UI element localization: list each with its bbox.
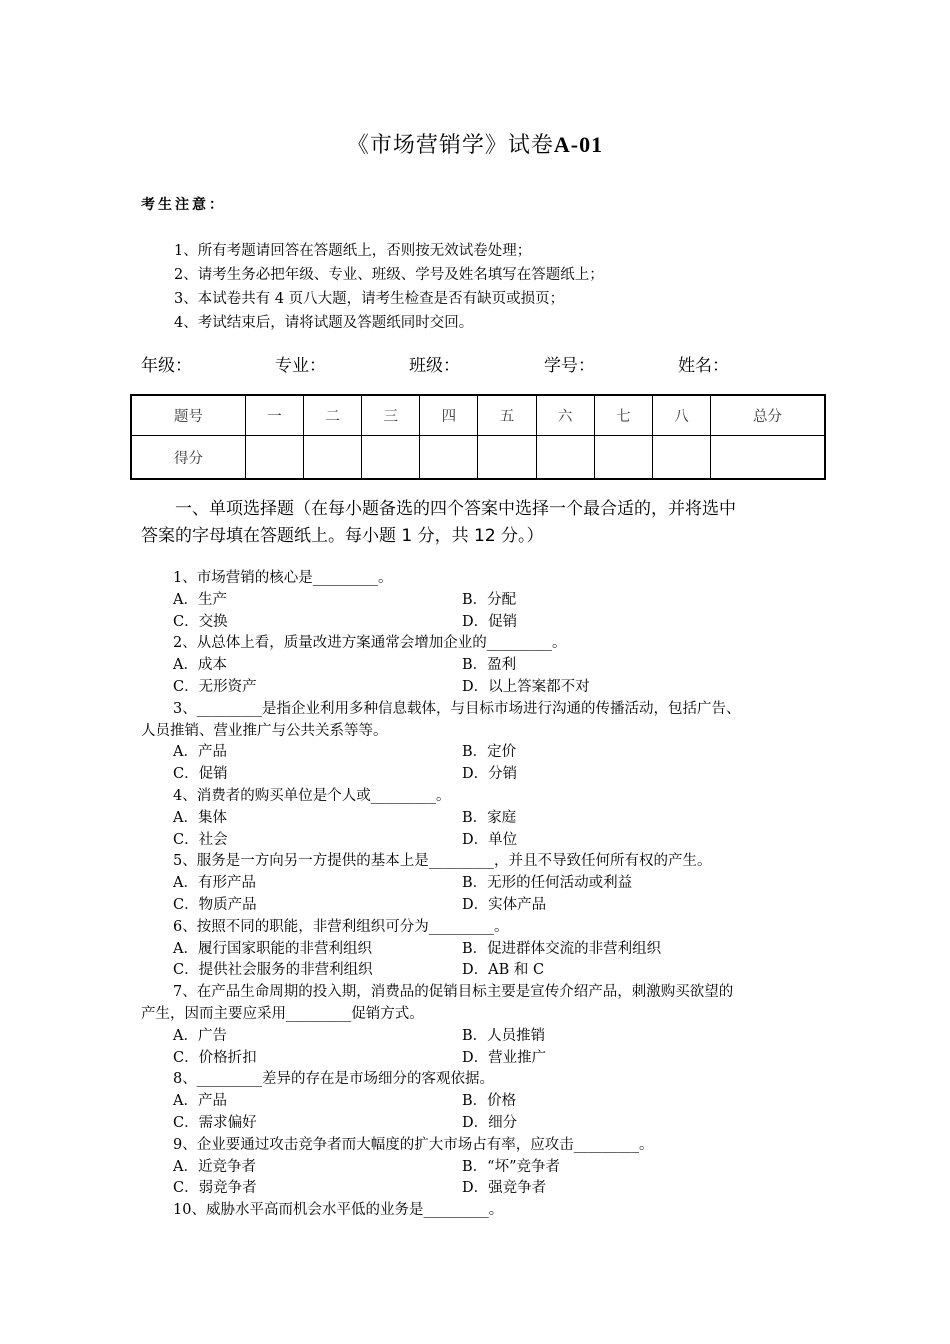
option-a: A．集体: [173, 809, 227, 826]
score-table-header-row: [131, 395, 825, 436]
name-label: 姓名：: [678, 356, 729, 376]
option-d: D．实体产品: [462, 896, 547, 913]
option-c: C．价格折扣: [173, 1049, 257, 1066]
student-info-fields: [141, 351, 821, 377]
option-b: B．无形的任何活动或利益: [462, 875, 633, 892]
option-b: B．盈利: [462, 657, 517, 674]
option-c: C．需求偏好: [173, 1114, 257, 1131]
option-c: C．提供社会服务的非营利组织: [173, 962, 373, 979]
page-title: [0, 128, 950, 159]
score-table: [130, 394, 826, 480]
question-stem: 5、服务是一方向另一方提供的基本上是_________，并且不导致任何所有权的产生。: [173, 853, 712, 870]
header-cell: 题号: [131, 395, 245, 436]
question-stem: 2、从总体上看，质量改进方案通常会增加企业的_________。: [173, 635, 567, 652]
score-cell: [536, 436, 594, 480]
class-label: 班级：: [409, 356, 460, 376]
score-table-score-row: [131, 436, 825, 480]
option-b: B．人员推销: [462, 1027, 546, 1044]
score-cell: [652, 436, 710, 480]
section-line-1: 一、单项选择题（在每小题备选的四个答案中选择一个最合适的，并将选中: [175, 499, 736, 519]
option-d: D．AB 和 C: [462, 962, 545, 979]
header-cell: 二: [304, 395, 362, 436]
score-cell: [420, 436, 478, 480]
option-a: A．有形产品: [173, 875, 256, 892]
option-b: B．定价: [462, 744, 517, 761]
notice-list: [174, 239, 604, 335]
option-d: D．促销: [462, 613, 518, 630]
option-a: A．成本: [173, 657, 227, 674]
score-cell: [594, 436, 652, 480]
option-d: D．营业推广: [462, 1049, 547, 1066]
option-d: D．强竞争者: [462, 1180, 547, 1197]
question-stem: 1、市场营销的核心是_________。: [173, 570, 393, 586]
option-b: B．“坏”竞争者: [462, 1158, 560, 1175]
question-stem: 9、企业要通过攻击竞争者而大幅度的扩大市场占有率，应攻击_________。: [173, 1136, 654, 1153]
question-stem: 3、_________是指企业利用多种信息载体，与目标市场进行沟通的传播活动，包括广告、: [173, 700, 741, 717]
option-a: A．近竞争者: [173, 1158, 256, 1175]
header-cell: 五: [478, 395, 536, 436]
header-cell: 八: [652, 395, 710, 436]
notice-item: 4、考试结束后，请将试题及答题纸同时交回。: [174, 315, 474, 331]
option-d: D．细分: [462, 1114, 518, 1131]
score-row-label: 得分: [131, 436, 245, 480]
option-a: A．广告: [173, 1027, 227, 1044]
option-c: C．无形资产: [173, 678, 257, 695]
notice-item: 3、本试卷共有 4 页八大题，请考生检查是否有缺页或损页；: [174, 291, 565, 307]
option-b: B．分配: [462, 591, 517, 608]
option-c: C．物质产品: [173, 896, 257, 913]
score-cell: [362, 436, 420, 480]
option-d: D．分销: [462, 766, 518, 783]
option-a: A．生产: [173, 591, 227, 608]
student-id-label: 学号：: [544, 356, 595, 376]
option-a: A．产品: [173, 744, 227, 761]
option-d: D．以上答案都不对: [462, 678, 590, 695]
title-main: 《市场营销学》试卷: [346, 133, 554, 158]
title-code: A-01: [553, 132, 604, 157]
question-stem: 4、消费者的购买单位是个人或_________。: [173, 787, 451, 804]
notice-item: 1、所有考题请回答在答题纸上，否则按无效试卷处理；: [174, 243, 532, 259]
option-b: B．促进群体交流的非营利组织: [462, 940, 662, 957]
header-cell: 七: [594, 395, 652, 436]
option-a: A．产品: [173, 1093, 227, 1110]
header-cell: 三: [362, 395, 420, 436]
score-cell: [478, 436, 536, 480]
score-cell: [711, 436, 825, 480]
header-cell: 六: [536, 395, 594, 436]
header-cell: 四: [420, 395, 478, 436]
header-cell: 一: [245, 395, 303, 436]
question-list: [141, 568, 831, 1222]
section-heading: [141, 496, 831, 550]
option-c: C．交换: [173, 613, 228, 630]
question-stem: 6、按照不同的职能，非营利组织可分为_________。: [173, 918, 509, 935]
question-stem: 7、在产品生命周期的投入期，消费品的促销目标主要是宣传介绍产品，刺激购买欲望的: [173, 984, 734, 1001]
option-b: B．家庭: [462, 809, 517, 826]
header-cell: 总分: [711, 395, 825, 436]
option-a: A．履行国家职能的非营利组织: [173, 940, 372, 957]
grade-label: 年级：: [141, 356, 192, 376]
option-c: C．社会: [173, 831, 228, 848]
section-line-2: 答案的字母填在答题纸上。每小题 1 分，共 12 分。）: [141, 526, 544, 546]
notice-heading: 考生注意：: [141, 197, 226, 213]
question-stem-continued: 人员推销、营业推广与公共关系等等。: [141, 722, 388, 739]
option-b: B．价格: [462, 1093, 517, 1110]
question-stem-continued: 产生，因而主要应采用_________促销方式。: [141, 1005, 424, 1022]
score-cell: [304, 436, 362, 480]
score-cell: [245, 436, 303, 480]
question-stem: 8、_________差异的存在是市场细分的客观依据。: [173, 1071, 494, 1088]
option-c: C．促销: [173, 766, 228, 783]
question-stem: 10、威胁水平高而机会水平低的业务是_________。: [173, 1202, 504, 1219]
option-c: C．弱竞争者: [173, 1180, 257, 1197]
notice-item: 2、请考生务必把年级、专业、班级、学号及姓名填写在答题纸上；: [174, 267, 604, 283]
major-label: 专业：: [275, 356, 326, 376]
option-d: D．单位: [462, 831, 518, 848]
